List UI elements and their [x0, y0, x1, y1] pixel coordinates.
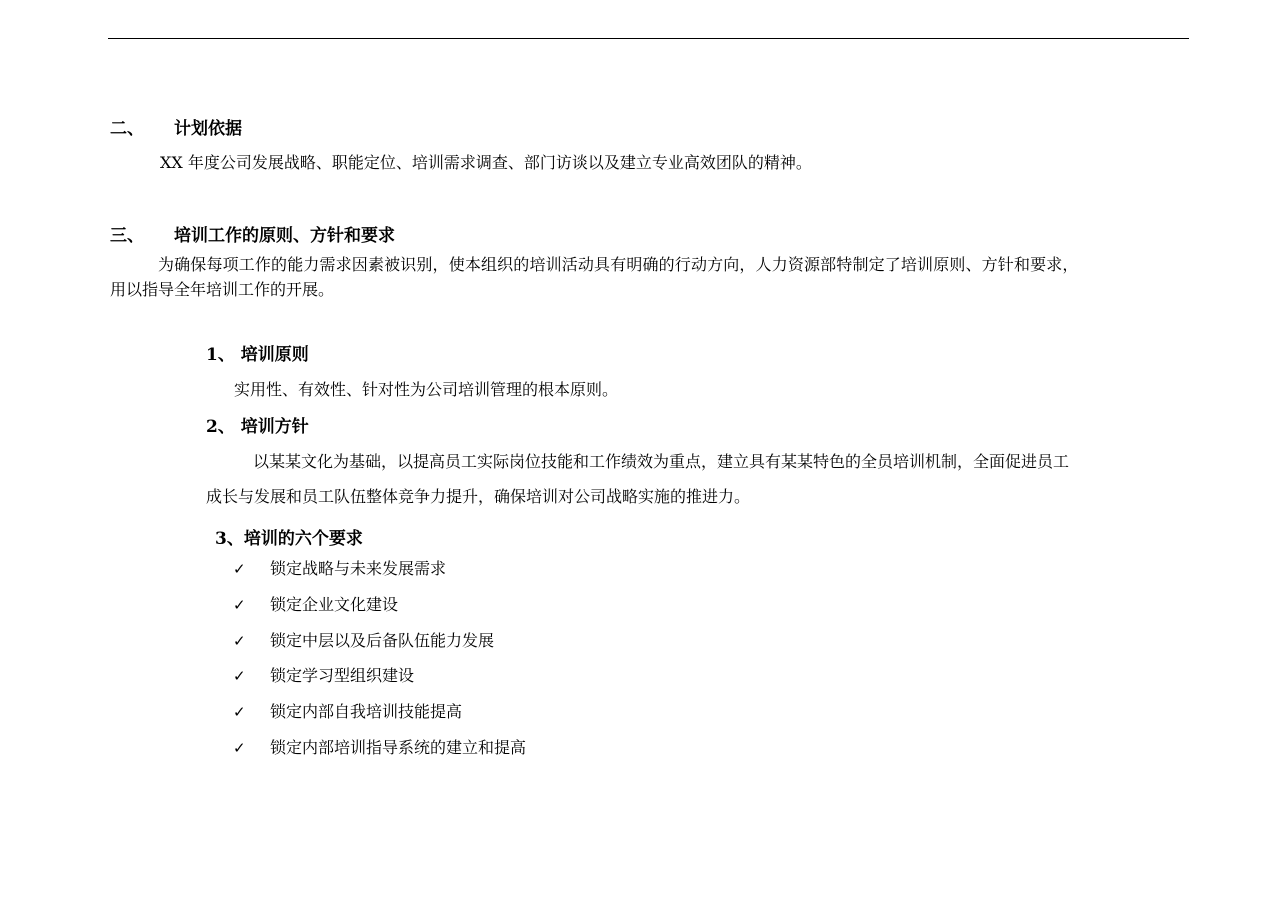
checkmark-icon: ✓ [233, 703, 246, 721]
principle-heading: 1、 培训原则 [206, 345, 309, 365]
requirement-text: 锁定企业文化建设 [270, 595, 399, 614]
requirement-item [233, 558, 446, 580]
requirement-text: 锁定学习型组织建设 [270, 666, 415, 685]
section-3-number: 三、 [110, 226, 144, 246]
requirement-item [233, 594, 398, 616]
requirement-item [233, 701, 462, 723]
checkmark-icon: ✓ [233, 739, 246, 757]
policy-heading: 2、 培训方针 [206, 417, 309, 437]
requirement-text: 锁定内部培训指导系统的建立和提高 [270, 738, 527, 757]
requirements-heading: 3、培训的六个要求 [215, 529, 363, 549]
checkmark-icon: ✓ [233, 560, 246, 578]
section-2-number: 二、 [110, 119, 144, 139]
section-3-body-line1: 为确保每项工作的能力需求因素被识别，使本组织的培训活动具有明确的行动方向，人力资源部特制定了培训原则、方针和要求， [158, 255, 1079, 274]
requirement-item [233, 665, 414, 687]
header-rule [108, 38, 1189, 39]
checkmark-icon: ✓ [233, 596, 246, 614]
requirement-item [233, 737, 526, 759]
requirement-item [233, 630, 494, 652]
section-2-title: 计划依据 [174, 119, 242, 139]
principle-body: 实用性、有效性、针对性为公司培训管理的根本原则。 [234, 380, 619, 399]
requirement-text: 锁定中层以及后备队伍能力发展 [270, 631, 495, 650]
policy-body-line2: 成长与发展和员工队伍整体竞争力提升，确保培训对公司战略实施的推进力。 [206, 487, 751, 506]
section-3-body-line2: 用以指导全年培训工作的开展。 [110, 280, 335, 299]
section-3-title: 培训工作的原则、方针和要求 [174, 226, 395, 246]
policy-body-line1: 以某某文化为基础，以提高员工实际岗位技能和工作绩效为重点，建立具有某某特色的全员培训机制，全面促进员工 [253, 452, 1070, 471]
section-3-heading [110, 225, 395, 247]
checkmark-icon: ✓ [233, 667, 246, 685]
section-2-heading [110, 118, 242, 140]
requirement-text: 锁定战略与未来发展需求 [270, 559, 447, 578]
section-2-body: XX 年度公司发展战略、职能定位、培训需求调查、部门访谈以及建立专业高效团队的精神。 [160, 153, 812, 172]
checkmark-icon: ✓ [233, 632, 246, 650]
requirement-text: 锁定内部自我培训技能提高 [270, 702, 463, 721]
